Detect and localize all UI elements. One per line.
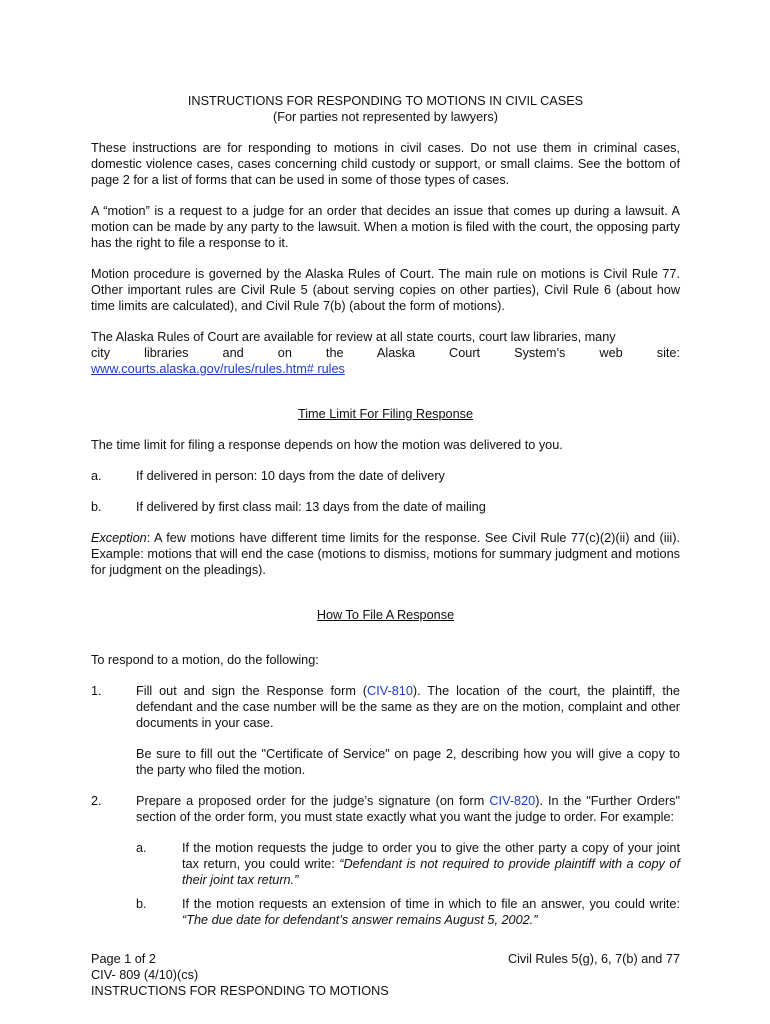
how-to-file-heading: How To File A Response	[316, 608, 455, 622]
form-number: CIV- 809 (4/10)(cs)	[91, 968, 199, 982]
file-intro: To respond to a motion, do the following:	[91, 653, 319, 667]
footer-doc-title: INSTRUCTIONS FOR RESPONDING TO MOTIONS	[91, 984, 389, 998]
intro-paragraph: These instructions are for responding to motions in civil cases. Do not use them in criminal cases, domestic violence cases, cases concerning child custody or support, or small claims. See the bottom of page 2 for a list of forms that can be used in some of those types of cases.	[91, 141, 680, 187]
document-title: INSTRUCTIONS FOR RESPONDING TO MOTIONS IN CIVIL CASES	[187, 94, 584, 108]
time-item-mail: b. If delivered by first class mail: 13 days from the date of mailing	[91, 500, 486, 514]
rules-line-2: city libraries and on the Alaska Court System’s web site:	[91, 346, 680, 360]
motion-definition-paragraph: A “motion” is a request to a judge for an order that decides an issue that comes up during a lawsuit. A motion can be made by any party to the lawsuit. When a motion is filed with the court, the opposing party has the right to file a response to it.	[91, 204, 680, 250]
document-subtitle: (For parties not represented by lawyers)	[273, 110, 498, 124]
time-limit-heading: Time Limit For Filing Response	[297, 407, 474, 421]
procedure-paragraph: Motion procedure is governed by the Alaska Rules of Court. The main rule on motions is Civil Rule 77. Other important rules are Civil Rule 5 (about serving copies on other parties), Civil Rule 6 (about how time limits are calculated), and Civil Rule 7(b) (about the form of motions).	[91, 267, 680, 313]
time-limit-intro: The time limit for filing a response depends on how the motion was delivered to you.	[91, 438, 563, 452]
step-1: 1. Fill out and sign the Response form (CIV-810). The location of the court, the plaintiff, the defendant and the case number will be the same as they are on the motion, complaint and other documents in your case.	[91, 684, 680, 730]
exception-label: Exception	[91, 531, 147, 545]
time-item-in-person: a. If delivered in person: 10 days from the date of delivery	[91, 469, 445, 483]
page-footer	[91, 951, 680, 999]
exception-paragraph: Exception: A few motions have different time limits for the response. See Civil Rule 77(c)(2)(ii) and (iii). Example: motions that will end the case (motions to dismiss, motions for summary judgment and motions for judgment on the pleadings).	[91, 531, 680, 577]
rules-line-1: The Alaska Rules of Court are available for review at all state courts, court law libraries, many	[91, 330, 616, 344]
civ-810-form-link[interactable]: CIV-810	[367, 684, 413, 698]
civ-820-form-link[interactable]: CIV-820	[489, 794, 536, 808]
step-1-note: Be sure to fill out the "Certificate of Service" on page 2, describing how you will give a copy to the party who filed the motion.	[136, 747, 680, 777]
rules-availability-paragraph	[91, 329, 680, 377]
step-2-example-b: b. If the motion requests an extension of time in which to file an answer, you could write: “The due date for defendant’s answer remains August 5, 2002.”	[136, 897, 680, 927]
document-page	[91, 93, 680, 936]
footer-rules: Civil Rules 5(g), 6, 7(b) and 77	[507, 952, 680, 966]
rules-website-link[interactable]: www.courts.alaska.gov/rules/rules.htm# rules	[91, 362, 345, 376]
step-2: 2. Prepare a proposed order for the judge’s signature (on form CIV-820). In the "Further Orders" section of the order form, you must state exactly what you want the judge to order. For example:	[91, 794, 680, 824]
page-number: Page 1 of 2	[91, 952, 156, 966]
step-2-example-a: a. If the motion requests the judge to order you to give the other party a copy of your joint tax return, you could write: “Defendant is not required to provide plaintiff with a copy of their joint tax return.”	[136, 841, 680, 887]
